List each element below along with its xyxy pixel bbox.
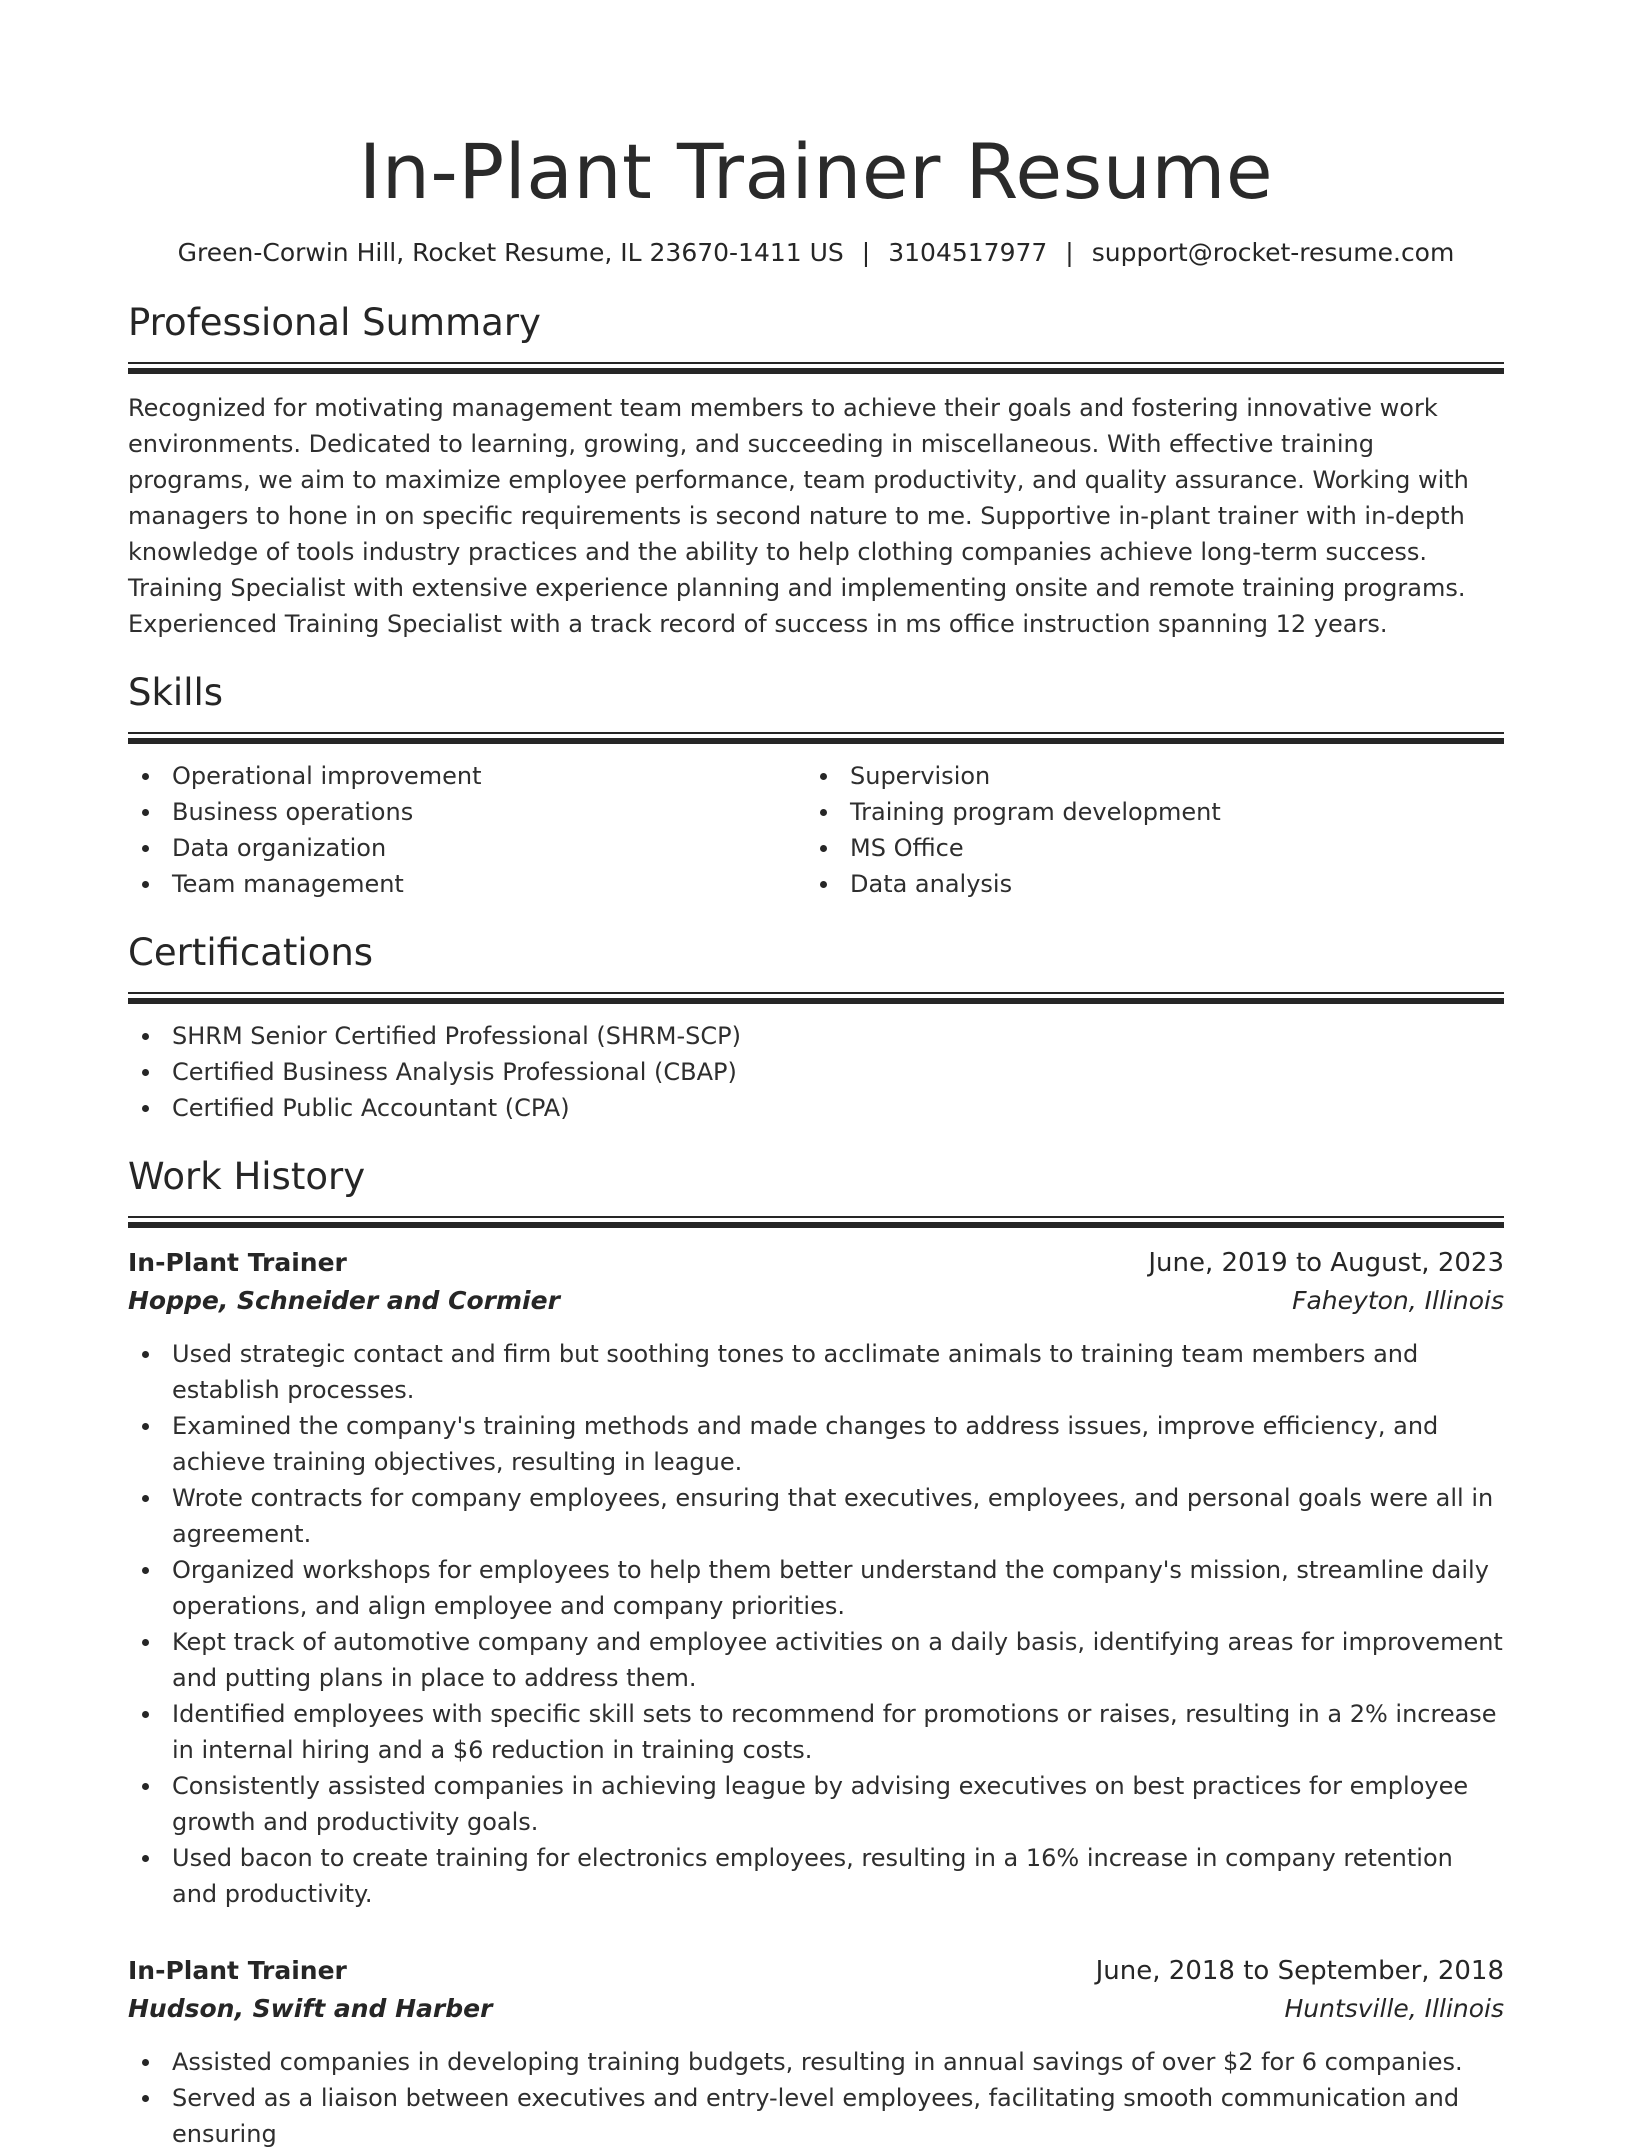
skills-heading: Skills: [128, 671, 224, 714]
job-bullet: Examined the company's training methods and made changes to address issues, improve efficiency, and achieve training objectives, resulting in league.: [128, 1408, 1504, 1480]
job-entry: [128, 1952, 1504, 2152]
summary-text: Recognized for motivating management team members to achieve their goals and fostering innovative work environments. Dedicated to learning, growing, and succeeding in miscellaneous. With effective training programs, we aim to maximize employee performance, team productivity, and quality assurance. Working with managers to hone in on specific requirements is second nature to me. Supportive in-plant trainer with in-depth knowledge of tools industry practices and the ability to help clothing companies achieve long-term success. Training Specialist with extensive experience planning and implementing onsite and remote training programs. Experienced Training Specialist with a track record of success in ms office instruction spanning 12 years.: [128, 394, 1469, 638]
skill-item: Supervision: [806, 758, 1484, 794]
contact-address: Green-Corwin Hill, Rocket Resume, IL 23670-1411 US: [177, 238, 844, 267]
job-bullet: Consistently assisted companies in achieving league by advising executives on best practices for employee growth and productivity goals.: [128, 1768, 1504, 1840]
section-divider: [128, 1216, 1504, 1228]
contact-phone: 3104517977: [888, 238, 1048, 267]
job-bullet: Wrote contracts for company employees, ensuring that executives, employees, and personal goals were all in agreement.: [128, 1480, 1504, 1552]
job-subheader: [128, 1282, 1504, 1320]
job-location: Huntsville, Illinois: [1284, 1994, 1504, 2023]
job-bullet: Identified employees with specific skill sets to recommend for promotions or raises, resulting in a 2% increase in internal hiring and a $6 reduction in training costs.: [128, 1696, 1504, 1768]
section-divider: [128, 992, 1504, 1004]
certifications-section: [128, 930, 1504, 1126]
skill-item: Business operations: [128, 794, 806, 830]
job-bullet: Served as a liaison between executives and entry-level employees, facilitating smooth communication and ensuring: [128, 2080, 1504, 2152]
job-bullet: Kept track of automotive company and employee activities on a daily basis, identifying areas for improvement and putting plans in place to address them.: [128, 1624, 1504, 1696]
summary-section: [128, 300, 1504, 642]
contact-email[interactable]: support@rocket-resume.com: [1091, 238, 1455, 267]
section-divider: [128, 732, 1504, 744]
skills-list-right: [806, 758, 1484, 902]
skill-item: Team management: [128, 866, 806, 902]
skill-item: MS Office: [806, 830, 1484, 866]
work-history-section: [128, 1154, 1504, 2152]
certification-item: SHRM Senior Certified Professional (SHRM-SCP): [128, 1018, 1504, 1054]
job-bullet: Used strategic contact and firm but soothing tones to acclimate animals to training team members and establish processes.: [128, 1336, 1504, 1408]
contact-separator: |: [1065, 238, 1074, 267]
contact-separator: |: [861, 238, 871, 267]
job-entry: [128, 1244, 1504, 1912]
job-location: Faheyton, Illinois: [1292, 1286, 1504, 1315]
certification-item: Certified Business Analysis Professional (CBAP): [128, 1054, 1504, 1090]
job-dates: June, 2018 to September, 2018: [1095, 1956, 1504, 1986]
job-bullet: Assisted companies in developing training budgets, resulting in annual savings of over $2 for 6 companies.: [128, 2044, 1504, 2080]
job-title: In-Plant Trainer: [128, 1956, 347, 1985]
skill-item: Data analysis: [806, 866, 1484, 902]
job-company: Hoppe, Schneider and Cormier: [128, 1286, 560, 1315]
skill-item: Operational improvement: [128, 758, 806, 794]
job-title: In-Plant Trainer: [128, 1248, 347, 1277]
certifications-heading: Certifications: [128, 931, 374, 974]
job-company: Hudson, Swift and Harber: [128, 1994, 493, 2023]
section-divider: [128, 362, 1504, 374]
job-bullet-list: [128, 1336, 1504, 1912]
skills-section: [128, 670, 1504, 902]
job-header: [128, 1244, 1504, 1282]
skills-columns: [128, 758, 1504, 902]
job-bullet: Organized workshops for employees to help them better understand the company's mission, streamline daily operations, and align employee and company priorities.: [128, 1552, 1504, 1624]
resume-page: [128, 0, 1504, 2152]
contact-line: [128, 236, 1504, 270]
certifications-list: [128, 1018, 1504, 1126]
work-history-heading: Work History: [128, 1155, 366, 1198]
resume-title: In-Plant Trainer Resume: [358, 127, 1274, 216]
summary-heading: Professional Summary: [128, 301, 541, 344]
skill-item: Data organization: [128, 830, 806, 866]
job-header: [128, 1952, 1504, 1990]
skills-list-left: [128, 758, 806, 902]
skill-item: Training program development: [806, 794, 1484, 830]
job-dates: June, 2019 to August, 2023: [1148, 1248, 1504, 1278]
job-bullet: Used bacon to create training for electronics employees, resulting in a 16% increase in company retention and productivity.: [128, 1840, 1504, 1912]
job-bullet-list: [128, 2044, 1504, 2152]
job-subheader: [128, 1990, 1504, 2028]
certification-item: Certified Public Accountant (CPA): [128, 1090, 1504, 1126]
